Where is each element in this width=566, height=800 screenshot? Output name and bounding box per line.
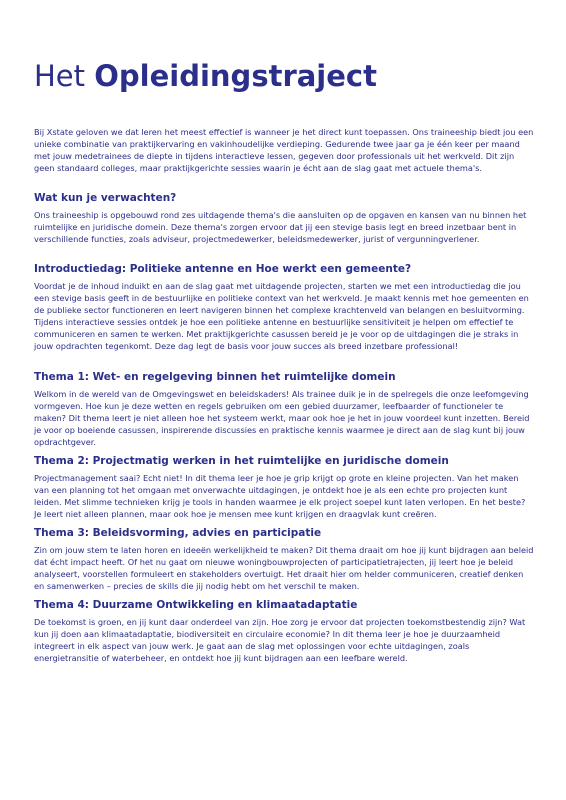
document-content [34, 126, 534, 670]
section-body: Zin om jouw stem te laten horen en ideeën werkelijkheid te maken? Dit thema draait om hoe jij kunt bijdragen aan beleid dat écht impact heeft. Of het nu gaat om nieuwe woningbouwprojecten of participatietrajecten, jij leert hoe je beleid analyseert, voorstellen formuleert en stakeholders overtuigt. Het draait hier om helder communiceren, creatief denken en samenwerken – precies de skills die jij nodig hebt om het verschil te maken. [34, 545, 534, 591]
section-theme-2 [34, 454, 534, 520]
section-theme-1 [34, 370, 534, 448]
section-body: Voordat je de inhoud induikt en aan de slag gaat met uitdagende projecten, starten we met een introductiedag die jou een stevige basis geeft in de bestuurlijke en politieke context van het werkveld. Je maakt kennis met hoe gemeenten en de publieke sector functioneren en leert navigeren binnen het complexe krachtenveld van belangen en besluitvorming. Tijdens interactieve sessies ontdek je hoe een politieke antenne en bestuurlijke sensitiviteit je helpen om effectief te communiceren en samen te werken. Met praktijkgerichte casussen bereid je je voor op de uitdagingen die je straks in jouw opdrachten tegenkomt. Deze dag legt de basis voor jouw succes als breed inzetbare professional! [34, 281, 529, 351]
section-heading: Thema 4: Duurzame Ontwikkeling en klimaatadaptatie [34, 599, 358, 611]
section-heading: Thema 3: Beleidsvorming, advies en participatie [34, 527, 322, 539]
section-introduction-day [34, 262, 534, 352]
section-body: Ons traineeship is opgebouwd rond zes uitdagende thema's die aansluiten op de opgaven en kansen van nu binnen het ruimtelijke en juridische domein. Deze thema's zorgen ervoor dat jij een stevige basis legt en breed inzetbaar bent in verschillende functies, zoals adviseur, projectmedewerker, beleidsmedewerker, jurist of vergunningverlener. [34, 210, 527, 244]
section-heading: Thema 2: Projectmatig werken in het ruimtelijke en juridische domein [34, 455, 449, 467]
section-expectations [34, 191, 534, 245]
page-title-light: Het [34, 59, 95, 93]
section-heading: Wat kun je verwachten? [34, 192, 177, 204]
section-body: Welkom in de wereld van de Omgevingswet en beleidskaders! Als trainee duik je in de spelregels die onze leefomgeving vormgeven. Hoe kun je deze wetten en regels gebruiken om een gebied duurzamer, leefbaarder of functioneler te maken? Dit thema leert je niet alleen hoe het systeem werkt, maar ook hoe je het in jouw voordeel kunt inzetten. Bereid je voor op boeiende casussen, inspirerende discussies en praktische kennis waarmee je direct aan de slag kunt bij jouw opdrachtgever. [34, 389, 530, 447]
section-heading: Thema 1: Wet- en regelgeving binnen het ruimtelijke domein [34, 371, 396, 383]
page-title [34, 58, 377, 94]
section-theme-4 [34, 598, 534, 664]
section-heading: Introductiedag: Politieke antenne en Hoe werkt een gemeente? [34, 263, 412, 275]
section-body: De toekomst is groen, en jij kunt daar onderdeel van zijn. Hoe zorg je ervoor dat projecten toekomstbestendig zijn? Wat kun jij doen aan klimaatadaptatie, biodiversiteit en circulaire economie? In dit thema leer je hoe je duurzaamheid integreert in elk aspect van jouw werk. Je gaat aan de slag met oplossingen voor echte uitdagingen, zoals energietransitie of waterbeheer, en ontdekt hoe jij kunt bijdragen aan een leefbare wereld. [34, 617, 526, 663]
page-title-bold: Opleidingstraject [94, 59, 377, 93]
section-body: Projectmanagement saai? Echt niet! In dit thema leer je hoe je grip krijgt op grote en kleine projecten. Van het maken van een planning tot het omgaan met onverwachte uitdagingen, je ontdekt hoe je als een echte pro projecten kunt leiden. Met slimme technieken krijg je tools in handen waarmee je elk project soepel kunt laten verlopen. En het beste? Je leert niet alleen plannen, maar ook hoe je mensen mee kunt krijgen en draagvlak kunt creëren. [34, 473, 526, 519]
intro-paragraph: Bij Xstate geloven we dat leren het meest effectief is wanneer je het direct kunt toepassen. Ons traineeship biedt jou een unieke combinatie van praktijkervaring en vakinhoudelijke verdieping. Gedurende twee jaar ga je één keer per maand met jouw medetrainees de diepte in tijdens interactieve lessen, gegeven door professionals uit het werkveld. Dit zijn geen standaard colleges, maar praktijkgerichte sessies waarin je écht aan de slag gaat met actuele thema's. [34, 127, 534, 173]
section-theme-3 [34, 526, 534, 592]
